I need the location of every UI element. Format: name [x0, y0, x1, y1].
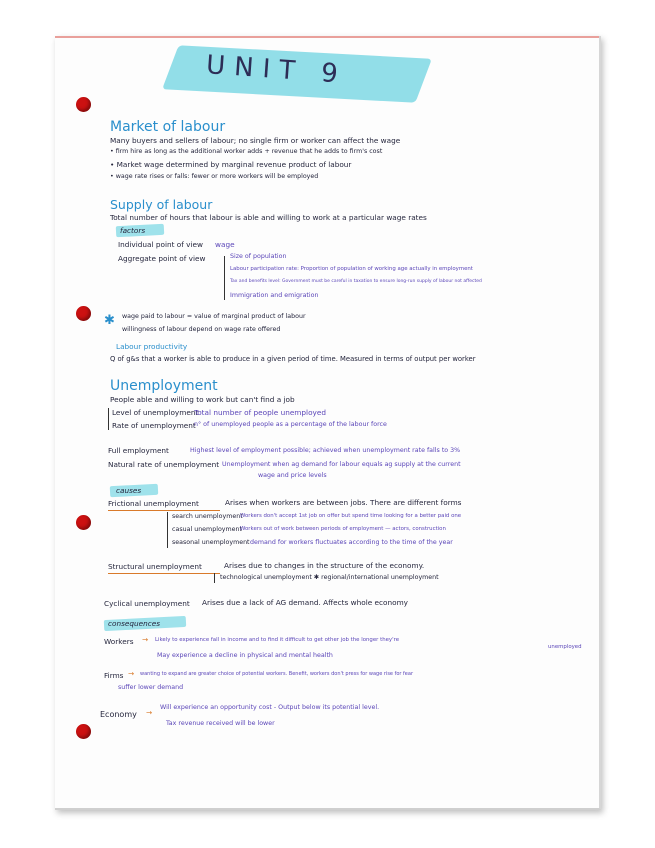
economy-value-2: Tax revenue received will be lower	[166, 720, 275, 727]
factors-label: factors	[120, 226, 146, 235]
economy-value: Will experience an opportunity cost - Output below its potential level.	[160, 704, 380, 711]
workers-label: Workers	[104, 637, 134, 646]
cyclical-value: Arises due a lack of AG demand. Affects whole economy	[202, 598, 409, 607]
seasonal-value: demand for workers fluctuates according to the time of the year	[250, 539, 453, 546]
heading-unemployment: Unemployment	[110, 378, 218, 394]
frictional-underline	[108, 510, 220, 511]
star-icon: ✱	[104, 313, 115, 328]
page-top-line	[55, 36, 599, 38]
casual-label: casual unemployment	[172, 526, 242, 533]
unemployment-brace	[108, 408, 109, 430]
aggregate-factor-3: Tax and benefits level: Government must be careful in taxation to ensure long-run supply of labour not affected	[230, 279, 482, 284]
arrow-right-icon: →	[128, 669, 135, 678]
productivity-line-1: Q of g&s that a worker is able to produce in a given period of time. Measured in terms of output per worker	[110, 355, 476, 363]
supply-line-1: Total number of hours that labour is able and willing to work at a particular wage rates	[110, 213, 427, 222]
page-title: UNIT 9	[205, 50, 348, 90]
aggregate-factor-1: Size of population	[230, 253, 287, 260]
causes-label: causes	[116, 486, 142, 495]
level-of-unemployment-label: Level of unemployment	[112, 408, 199, 417]
punch-hole	[76, 306, 91, 321]
natural-rate-value-2: wage and price levels	[258, 472, 327, 479]
heading-labour-productivity: Labour productivity	[116, 342, 188, 351]
frictional-label: Frictional unemployment	[108, 499, 199, 508]
natural-rate-label: Natural rate of unemployment	[108, 460, 220, 469]
casual-value: Workers out of work between periods of employment — actors, construction	[240, 526, 446, 532]
consequences-label: consequences	[108, 619, 161, 628]
search-label: search unemployment	[172, 513, 243, 520]
aggregate-factor-4: Immigration and emigration	[230, 292, 319, 299]
heading-market-of-labour: Market of labour	[110, 119, 226, 135]
frictional-brace	[167, 512, 168, 548]
structural-underline	[108, 573, 220, 574]
structural-label: Structural unemployment	[108, 562, 202, 571]
firms-value: wanting to expand are greater choice of potential workers. Benefit, workers don't press for wage rise for fear	[140, 671, 414, 677]
wage-line-1: wage paid to labour = value of marginal product of labour	[122, 313, 306, 320]
level-of-unemployment-value: Total number of people unemployed	[194, 408, 326, 417]
punch-hole	[76, 97, 91, 112]
firms-value-2: suffer lower demand	[118, 684, 184, 691]
firms-label: Firms	[104, 671, 124, 680]
individual-point-label: Individual point of view	[118, 240, 203, 249]
wage-line-2: willingness of labour depend on wage rate offered	[122, 326, 281, 333]
structural-value: Arises due to changes in the structure of the economy.	[224, 561, 425, 570]
market-bullet-3: • wage rate rises or falls: fewer or more workers will be employed	[110, 173, 319, 180]
frictional-value: Arises when workers are between jobs. There are different forms	[225, 498, 462, 507]
economy-label: Economy	[100, 710, 137, 719]
aggregate-factor-2: Labour participation rate: Proportion of population of working age actually in employment	[230, 266, 473, 272]
rate-of-unemployment-label: Rate of unemployment	[112, 421, 196, 430]
punch-hole	[76, 515, 91, 530]
cyclical-label: Cyclical unemployment	[104, 599, 190, 608]
market-bullet-1: • firm hire as long as the additional worker adds + revenue that he adds to firm's cost	[110, 148, 383, 155]
arrow-right-icon: →	[146, 708, 153, 717]
full-employment-value: Highest level of employment possible; achieved when unemployment rate falls to 3%	[190, 447, 461, 454]
search-value: Workers don't accept 1st job on offer but spend time looking for a better paid one	[240, 513, 462, 519]
punch-hole	[76, 724, 91, 739]
arrow-right-icon: →	[142, 635, 149, 644]
seasonal-label: seasonal unemployment	[172, 539, 250, 546]
rate-of-unemployment-value: n° of unemployed people as a percentage of the labour force	[194, 421, 387, 428]
individual-point-value: wage	[215, 240, 235, 249]
workers-value-end: unemployed	[548, 644, 582, 650]
market-bullet-2: • Market wage determined by marginal revenue product of labour	[110, 160, 352, 169]
market-line-1: Many buyers and sellers of labour; no single firm or worker can affect the wage	[110, 136, 401, 145]
natural-rate-value: Unemployment when ag demand for labour equals ag supply at the current	[222, 461, 461, 468]
aggregate-point-label: Aggregate point of view	[118, 254, 206, 263]
unemployment-line-1: People able and willing to work but can't find a job	[110, 395, 295, 404]
full-employment-label: Full employment	[108, 446, 169, 455]
aggregate-brace	[224, 256, 225, 300]
workers-value: Likely to experience fall in income and to find it difficult to get other job the longer they're	[155, 637, 400, 643]
structural-bullet: technological unemployment ✱ regional/international unemployment	[220, 574, 439, 581]
workers-value-2: May experience a decline in physical and mental health	[157, 652, 333, 659]
structural-brace	[214, 573, 215, 583]
heading-supply-of-labour: Supply of labour	[110, 197, 213, 212]
